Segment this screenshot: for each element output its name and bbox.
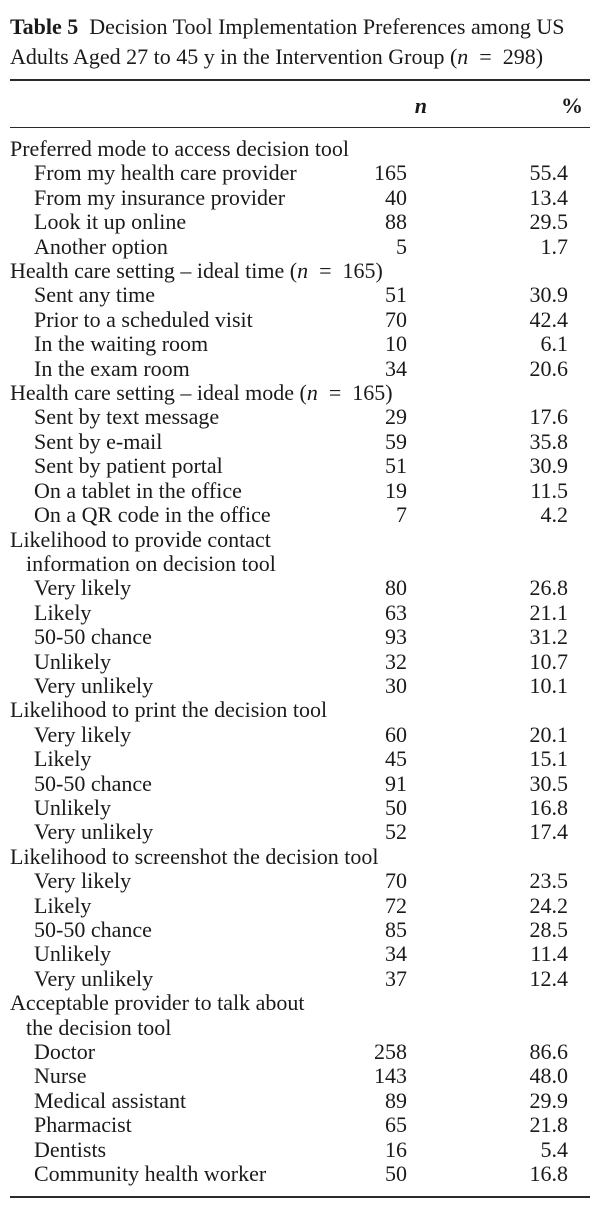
category-row [10,845,590,869]
row-pct-value: 16.8 [529,1161,568,1187]
text-fragment: = 165) [308,259,383,284]
category-label [10,1016,590,1040]
row-pct-value: 20.6 [529,355,568,381]
category-row [10,259,590,283]
row-pct-value: 17.4 [529,819,568,845]
row-n-value: 85 [385,917,407,942]
row-label: Unlikely [34,795,111,820]
row-n-value: 89 [385,1087,407,1113]
text-fragment: n [457,44,469,69]
table-row [10,210,590,234]
row-pct-value: 13.4 [529,184,568,210]
row-label: In the exam room [34,356,190,381]
row-label: Very likely [34,722,132,747]
table-row [10,820,590,844]
row-label: Nurse [34,1064,87,1089]
row-label: Another option [34,234,168,259]
row-pct-value: 5.4 [540,1136,568,1162]
row-n-value: 70 [385,306,407,332]
table-row [10,1138,590,1162]
bottom-rule [10,1196,590,1198]
col-header-n: n [414,93,427,118]
table-row [10,894,590,918]
row-label: Very likely [34,869,132,894]
row-n-value: 52 [385,819,407,845]
row-pct-value: 31.2 [529,624,568,650]
table-row [10,723,590,747]
row-label: Sent by text message [34,405,220,430]
category-label [10,552,590,576]
category-label [10,698,590,722]
row-n-value: 88 [385,209,407,235]
text-fragment: Decision Tool Implementation Preferences among US [78,14,565,39]
category-row [10,552,590,576]
row-label: Sent any time [34,283,155,308]
row-pct-value: 20.1 [529,721,568,747]
text-fragment: Health care setting – ideal mode ( [10,381,307,406]
row-label: Look it up online [34,210,187,235]
table-row [10,747,590,771]
row-pct-value: 42.4 [529,306,568,332]
row-pct-value: 1.7 [540,233,568,259]
text-fragment: Preferred mode to access decision tool [10,137,350,161]
row-n-value: 37 [385,965,407,991]
category-row [10,528,590,552]
row-pct-value: 29.9 [529,1087,568,1113]
table-row [10,918,590,942]
table-row [10,772,590,796]
row-n-value: 65 [385,1112,407,1138]
row-label: Very unlikely [34,820,154,845]
row-n-value: 50 [385,1161,407,1187]
table-row [10,674,590,698]
table-body [10,128,590,1196]
row-n-value: 80 [385,575,407,601]
table-title-line [10,12,590,42]
table-row [10,601,590,625]
table-row [10,405,590,429]
table-row [10,479,590,503]
row-label: Very likely [34,576,132,601]
row-label: Doctor [34,1040,96,1065]
table-title-line [10,42,590,72]
row-n-value: 72 [385,892,407,918]
table-row [10,796,590,820]
row-n-value: 70 [385,868,407,894]
row-pct-value: 24.2 [529,892,568,918]
row-n-value: 40 [385,184,407,210]
row-n-value: 50 [385,794,407,820]
row-label: Very unlikely [34,673,154,698]
category-label [10,137,590,161]
table-row [10,1040,590,1064]
row-pct-value: 35.8 [529,428,568,454]
row-label: From my health care provider [34,161,297,186]
row-pct-value: 55.4 [529,160,568,186]
table-row [10,332,590,356]
row-pct-value: 21.1 [529,599,568,625]
category-row [10,698,590,722]
table-row [10,1113,590,1137]
row-label: Likely [34,600,92,625]
text-fragment: n [306,381,318,406]
row-n-value: 30 [385,672,407,698]
row-pct-value: 11.5 [530,477,568,503]
row-pct-value: 15.1 [529,746,568,772]
table-row [10,454,590,478]
row-pct-value: 11.4 [530,941,568,967]
row-pct-value: 12.4 [529,965,568,991]
row-pct-value: 23.5 [529,868,568,894]
text-fragment: = 298) [468,44,544,69]
table-row [10,186,590,210]
row-n-value: 16 [385,1136,407,1162]
text-fragment: n [297,259,309,284]
row-pct-value: 10.7 [529,648,568,674]
row-n-value: 165 [374,160,407,186]
table-row [10,650,590,674]
row-pct-value: 4.2 [540,502,568,528]
text-fragment: = 165) [317,381,393,406]
category-label [10,528,590,552]
row-label: Medical assistant [34,1088,187,1113]
table-row [10,576,590,600]
text-fragment: Table 5 [10,14,79,39]
row-n-value: 51 [385,453,407,479]
row-label: In the waiting room [34,332,209,357]
row-n-value: 34 [385,355,407,381]
row-label: Pharmacist [34,1113,132,1138]
row-pct-value: 10.1 [529,672,568,698]
row-n-value: 10 [385,331,407,357]
row-pct-value: 29.5 [529,209,568,235]
row-pct-value: 30.9 [529,453,568,479]
row-label: Unlikely [34,649,111,674]
text-fragment: Likelihood to provide contact [10,527,271,552]
row-label: Sent by patient portal [34,454,223,479]
table-caption [10,12,590,72]
column-header-row [10,81,590,127]
row-label: Likely [34,747,92,772]
row-n-value: 34 [385,941,407,967]
row-label: Very unlikely [34,966,154,991]
col-header-pct: % [561,93,583,118]
category-label [10,381,590,405]
text-fragment: Acceptable provider to talk about [10,991,305,1016]
category-row [10,137,590,161]
table-row [10,967,590,991]
row-n-value: 143 [374,1063,407,1089]
row-label: On a QR code in the office [34,503,271,528]
row-n-value: 51 [385,282,407,308]
category-label [10,991,590,1015]
row-n-value: 32 [385,648,407,674]
row-label: 50-50 chance [34,771,152,796]
table-row [10,430,590,454]
row-label: Sent by e-mail [34,429,163,454]
table-row [10,625,590,649]
text-fragment: Adults Aged 27 to 45 y in the Intervention Group ( [10,44,458,69]
text-fragment: Health care setting – ideal time ( [10,259,298,284]
row-n-value: 60 [385,721,407,747]
row-label: Likely [34,893,92,918]
row-pct-value: 30.5 [529,770,568,796]
row-label: Dentists [34,1137,107,1162]
table-row [10,235,590,259]
table-row [10,1089,590,1113]
row-label: Unlikely [34,942,111,967]
row-label: On a tablet in the office [34,478,242,503]
row-n-value: 29 [385,404,407,430]
category-row [10,381,590,405]
table-row [10,942,590,966]
row-pct-value: 17.6 [529,404,568,430]
row-pct-value: 30.9 [529,282,568,308]
table-row [10,357,590,381]
row-n-value: 59 [385,428,407,454]
category-label [10,259,590,283]
row-n-value: 93 [385,624,407,650]
row-label: Community health worker [34,1162,267,1187]
table-row [10,503,590,527]
table-row [10,283,590,307]
row-n-value: 258 [374,1039,407,1065]
category-row [10,991,590,1015]
row-label: Prior to a scheduled visit [34,307,253,332]
row-n-value: 91 [385,770,407,796]
row-n-value: 7 [396,502,407,528]
row-n-value: 5 [396,233,407,259]
table-row [10,1162,590,1186]
row-label: 50-50 chance [34,918,152,942]
text-fragment: Likelihood to screenshot the decision tool [10,844,379,869]
row-n-value: 45 [385,746,407,772]
row-label: 50-50 chance [34,625,152,650]
text-fragment: information on decision tool [26,551,276,576]
row-pct-value: 21.8 [529,1112,568,1138]
row-label: From my insurance provider [34,185,286,210]
row-pct-value: 28.5 [529,917,568,942]
row-pct-value: 16.8 [529,794,568,820]
row-pct-value: 48.0 [529,1063,568,1089]
row-pct-value: 6.1 [540,331,568,357]
table-row [10,308,590,332]
row-n-value: 19 [385,477,407,503]
table-row [10,1064,590,1088]
table-row [10,161,590,185]
row-pct-value: 26.8 [529,575,568,601]
category-row [10,1016,590,1040]
table-row [10,869,590,893]
text-fragment: the decision tool [26,1015,172,1040]
row-n-value: 63 [385,599,407,625]
category-label [10,845,590,869]
text-fragment: Likelihood to print the decision tool [10,698,328,723]
row-pct-value: 86.6 [529,1039,568,1065]
